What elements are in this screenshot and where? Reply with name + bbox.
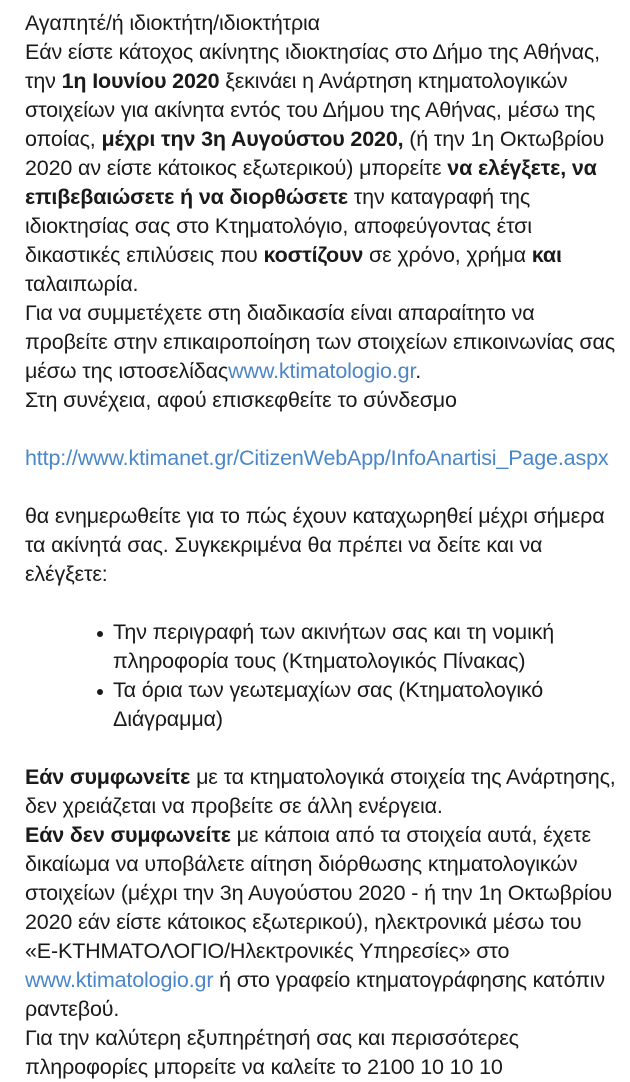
intro-text: Εάν είστε κάτοχος ακίνητης ιδιοκτησίας στο Δήμο της Αθήνας, την <box>25 40 600 93</box>
intro-paragraph <box>25 38 618 299</box>
spacer <box>25 473 618 502</box>
ktimatologio-link[interactable]: www.ktimatologio.gr <box>228 359 416 383</box>
contact-paragraph: Για την καλύτερη εξυπηρέτησή σας και περισσότερες πληροφορίες μπορείτε να καλείτε το 2100 10 10 10 <box>25 1026 519 1079</box>
punctuation: . <box>415 359 422 383</box>
ktimatologio-link[interactable]: www.ktimatologio.gr <box>25 968 214 992</box>
checklist <box>25 618 618 734</box>
intro-text: ξεκινάει η Ανάρτηση κτηματολογικών στοιχείων για ακίνητα εντός του Δήμου της Αθήνας, μέσω της οποίας, <box>25 69 596 151</box>
informed-text: θα ενημερωθείτε για το πώς έχουν καταχωρηθεί μέχρι σήμερα τα ακίνητά σας. Συγκεκριμένα θα πρέπει να δείτε και να ελέγξετε: <box>25 504 605 586</box>
deadline-date: μέχρι την 3η Αυγούστου 2020, <box>101 127 404 151</box>
list-item: Την περιγραφή των ακινήτων σας και τη νομική πληροφορία τους (Κτηματολογικός Πίνακας) <box>113 618 618 676</box>
list-item: Τα όρια των γεωτεμαχίων σας (Κτηματολογικό Διάγραμμα) <box>113 676 618 734</box>
intro-emphasis: και <box>531 243 562 267</box>
agree-paragraph <box>25 763 618 821</box>
intro-text: σε χρόνο, χρήμα <box>363 243 532 267</box>
agree-label: Εάν συμφωνείτε <box>25 765 191 789</box>
disagree-text: ή στο γραφείο κτηματογράφησης κατόπιν ραντεβού. <box>25 968 606 1021</box>
participate-text: Για να συμμετέχετε στη διαδικασία είναι απαραίτητο να προβείτε στην επικαιροποίηση των στοιχείων επικοινωνίας σας μέσω της ιστοσελίδας <box>25 301 615 383</box>
intro-emphasis: κοστίζουν <box>263 243 364 267</box>
participate-paragraph <box>25 299 618 386</box>
intro-emphasis: να ελέγξετε, να επιβεβαιώσετε <box>25 156 597 209</box>
ktimanet-info-link[interactable]: http://www.ktimanet.gr/CitizenWebApp/InfoAnartisi_Page.aspx <box>25 446 609 470</box>
start-date: 1η Ιουνίου 2020 <box>61 69 220 93</box>
spacer <box>25 734 618 763</box>
spacer <box>25 589 618 618</box>
disagree-paragraph <box>25 821 618 1024</box>
spacer <box>25 415 618 444</box>
agree-text: με τα κτηματολογικά στοιχεία της Ανάρτησης, δεν χρειάζεται να προβείτε σε άλλη ενέργεια. <box>25 765 616 818</box>
intro-text: την καταγραφή της ιδιοκτησίας σας στο Κτηματολόγιο, αποφεύγοντας έτσι δικαστικές επιλύσεις που <box>25 185 532 267</box>
disagree-label: Εάν δεν συμφωνείτε <box>25 823 231 847</box>
intro-text: ταλαιπωρία. <box>25 272 139 296</box>
greeting: Αγαπητέ/ή ιδιοκτήτη/ιδιοκτήτρια <box>25 11 320 35</box>
intro-text: (ή την 1η Οκτωβρίου 2020 αν είστε κάτοικος εξωτερικού) μπορείτε <box>25 127 605 180</box>
next-step-text: Στη συνέχεια, αφού επισκεφθείτε το σύνδεσμο <box>25 388 457 412</box>
intro-emphasis: ή να διορθώσετε <box>180 185 348 209</box>
disagree-text: με κάποια από τα στοιχεία αυτά, έχετε δικαίωμα να υποβάλετε αίτηση διόρθωσης κτηματολογικών στοιχείων (μέχρι την 3η Αυγούστου 2020 - ή την 1η Οκτωβρίου 2020 εάν είστε κάτοικος εξωτερικού), ηλεκτρονικά μέσω του «Ε-ΚΤΗΜΑΤΟΛΟΓΙΟ/Ηλεκτρονικές Υπηρεσίες» στο <box>25 823 612 963</box>
info-link-paragraph <box>25 444 618 473</box>
